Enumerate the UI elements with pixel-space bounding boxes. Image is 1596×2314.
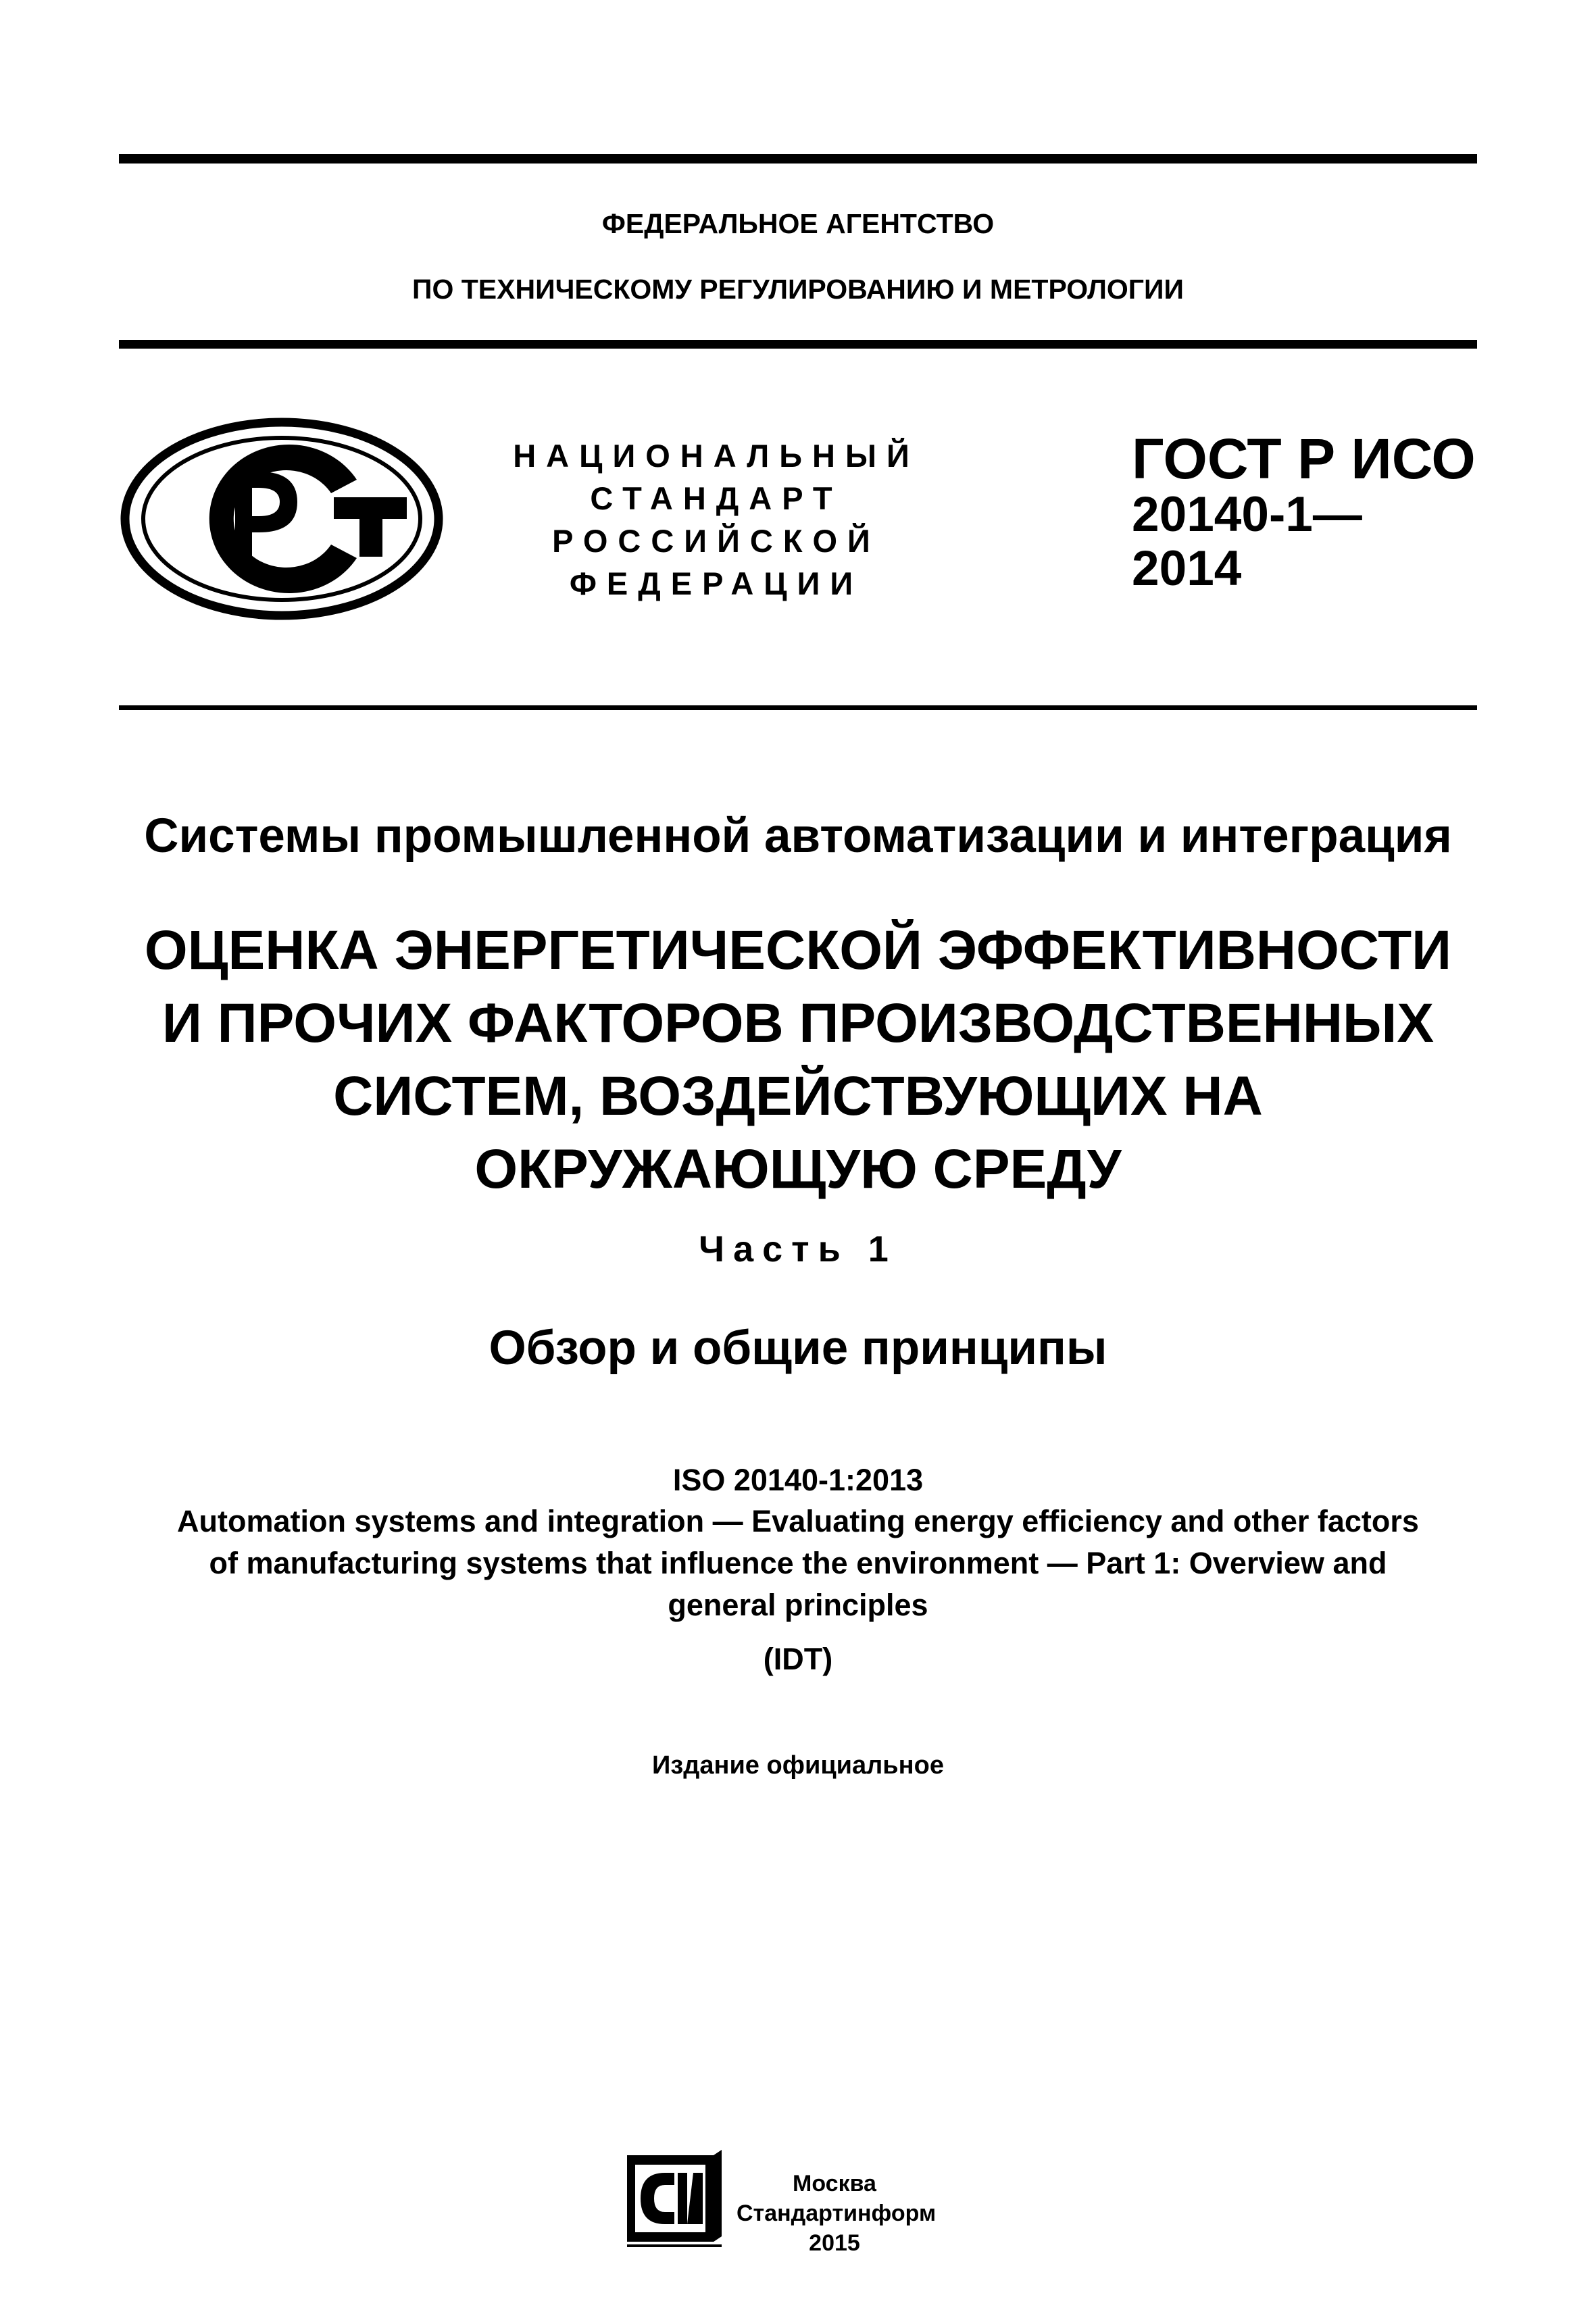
publisher-city: Москва (793, 2171, 876, 2196)
standartinform-logo (620, 2150, 727, 2255)
national-standard-label (473, 434, 959, 605)
main-title-line-3: СИСТЕМ, ВОЗДЕЙСТВУЮЩИХ НА (333, 1065, 1263, 1127)
iso-title-line-2: of manufacturing systems that influence the environment — Part 1: Overview and (209, 1546, 1387, 1580)
publisher-year: 2015 (809, 2230, 860, 2256)
iso-equivalence: (IDT) (763, 1642, 833, 1676)
publisher-name: Стандартинформ (737, 2200, 937, 2226)
designation-line-1: ГОСТ Р ИСО (1132, 427, 1476, 491)
agency-line-1: ФЕДЕРАЛЬНОЕ АГЕНТСТВО (601, 208, 995, 239)
iso-title-line-1: Automation systems and integration — Evaluating energy efficiency and other factors (177, 1504, 1419, 1538)
part-title: Обзор и общие принципы (489, 1322, 1107, 1375)
national-standard-line-1: НАЦИОНАЛЬНЫЙ (513, 438, 920, 474)
national-standard-line-4: ФЕДЕРАЦИИ (569, 565, 864, 601)
designation-line-3: 2014 (1132, 541, 1242, 596)
part-number: Часть 1 (699, 1229, 897, 1269)
header-rule (119, 705, 1477, 710)
main-title (0, 914, 1596, 1206)
iso-number: ISO 20140-1:2013 (672, 1463, 924, 1497)
designation-line-2: 20140-1— (1132, 487, 1362, 542)
standard-designation (1132, 427, 1476, 596)
main-title-line-2: И ПРОЧИХ ФАКТОРОВ ПРОИЗВОДСТВЕННЫХ (161, 992, 1435, 1054)
national-standard-line-2: СТАНДАРТ (590, 480, 843, 516)
main-title-line-1: ОЦЕНКА ЭНЕРГЕТИЧЕСКОЙ ЭФФЕКТИВНОСТИ (144, 920, 1452, 981)
edition-label: Издание официальное (652, 1751, 944, 1780)
national-standard-line-3: РОССИЙСКОЙ (552, 523, 880, 559)
publisher-block (737, 2169, 937, 2258)
iso-title (0, 1501, 1596, 1626)
series-title: Системы промышленной автоматизации и интеграция (144, 809, 1452, 863)
agency-rule (119, 340, 1477, 349)
agency-line-2: ПО ТЕХНИЧЕСКОМУ РЕГУЛИРОВАНИЮ И МЕТРОЛОГИИ (412, 274, 1184, 305)
main-title-line-4: ОКРУЖАЮЩУЮ СРЕДУ (474, 1138, 1122, 1200)
top-rule (119, 154, 1477, 164)
gost-r-logo (120, 418, 443, 620)
iso-title-line-3: general principles (668, 1588, 928, 1622)
